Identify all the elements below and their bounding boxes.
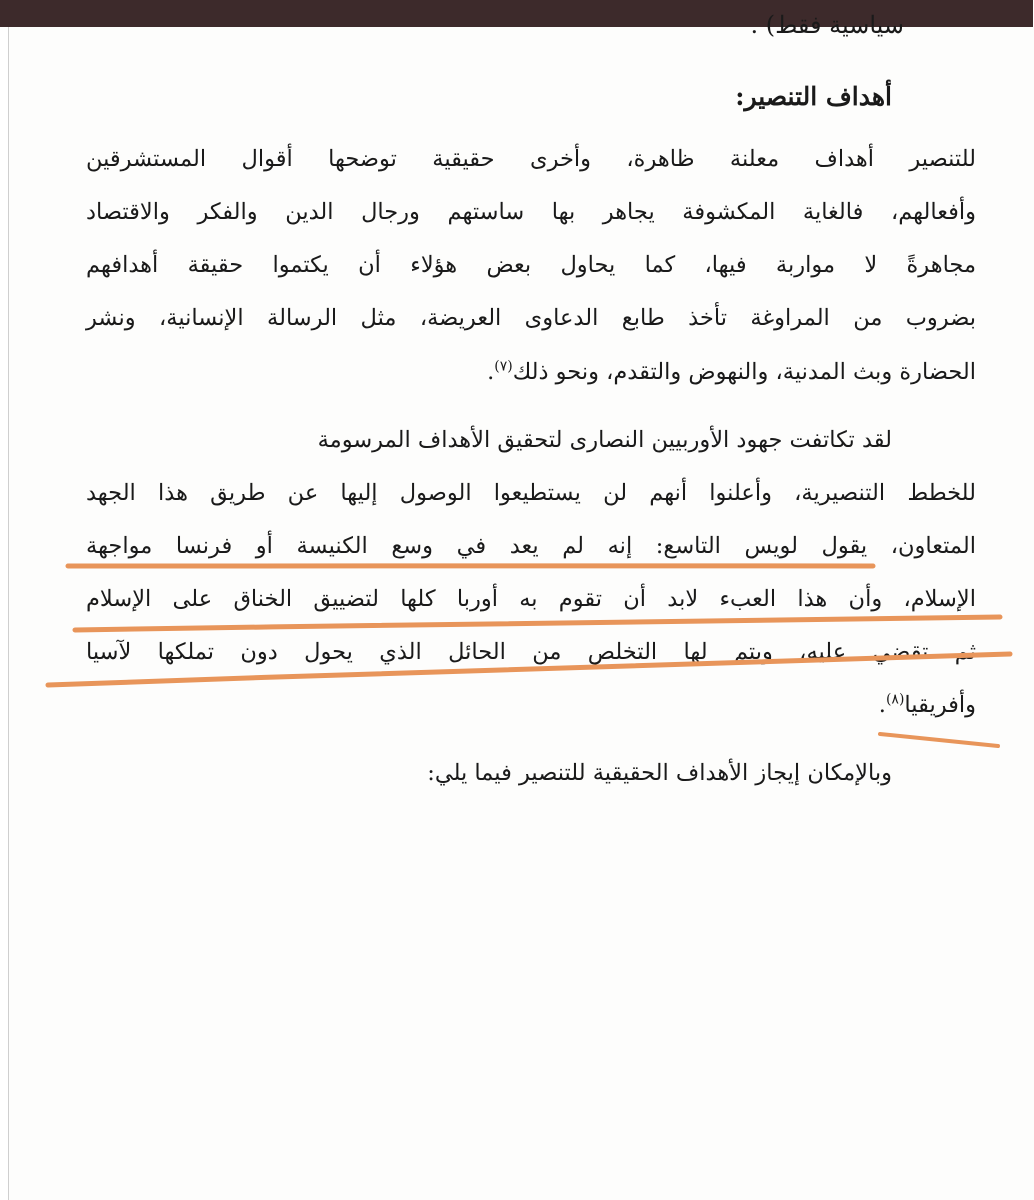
paragraph-2-line-6 bbox=[879, 690, 976, 720]
paragraph-2-line-4: الإسلام، وأن هذا العبء لابد أن تقوم به أوربا كلها لتضييق الخناق على الإسلام bbox=[86, 586, 976, 612]
paragraph-2-line-2: للخطط التنصيرية، وأعلنوا أنهم لن يستطيعوا الوصول إليها عن طريق هذا الجهد bbox=[86, 480, 976, 506]
paragraph-2-last-text: وأفريقيا bbox=[904, 692, 976, 718]
footnote-marker-7: (٧) bbox=[494, 358, 513, 375]
paragraph-2-line-1: لقد تكاتفت جهود الأوربيين النصارى لتحقيق الأهداف المرسومة bbox=[317, 427, 892, 453]
paragraph-2-line-5: ثم تقضي عليه، ويتم لها التخلص من الحائل الذي يحول دون تملكها لآسيا bbox=[86, 639, 976, 665]
footnote-marker-8: (٨) bbox=[885, 691, 905, 708]
paragraph-1-line-5 bbox=[487, 357, 976, 387]
paragraph-1-line-3: مجاهرةً لا مواربة فيها، كما يحاول بعض هؤلاء أن يكتموا حقيقة أهدافهم bbox=[86, 252, 976, 278]
paragraph-1-last-text: الحضارة وبث المدنية، والنهوض والتقدم، ونحو ذلك bbox=[512, 359, 976, 385]
paragraph-3: وبالإمكان إيجاز الأهداف الحقيقية للتنصير فيما يلي: bbox=[427, 760, 892, 786]
paragraph-2-period: . bbox=[878, 692, 886, 718]
paragraph-1-line-2: وأفعالهم، فالغاية المكشوفة يجاهر بها ساستهم ورجال الدين والفكر والاقتصاد bbox=[86, 199, 976, 225]
paragraph-1-period: . bbox=[487, 359, 495, 385]
cut-off-line: سياسية فقط) . bbox=[750, 11, 904, 39]
section-heading: أهداف التنصير: bbox=[735, 82, 892, 111]
paragraph-1-line-4: بضروب من المراوغة تأخذ طابع الدعاوى العريضة، مثل الرسالة الإنسانية، ونشر bbox=[86, 305, 976, 331]
document-page bbox=[8, 11, 1034, 1200]
paragraph-1-line-1: للتنصير أهداف معلنة ظاهرة، وأخرى حقيقية توضحها أقوال المستشرقين bbox=[86, 146, 976, 172]
paragraph-2-line-3: المتعاون، يقول لويس التاسع: إنه لم يعد في وسع الكنيسة أو فرنسا مواجهة bbox=[86, 533, 976, 559]
